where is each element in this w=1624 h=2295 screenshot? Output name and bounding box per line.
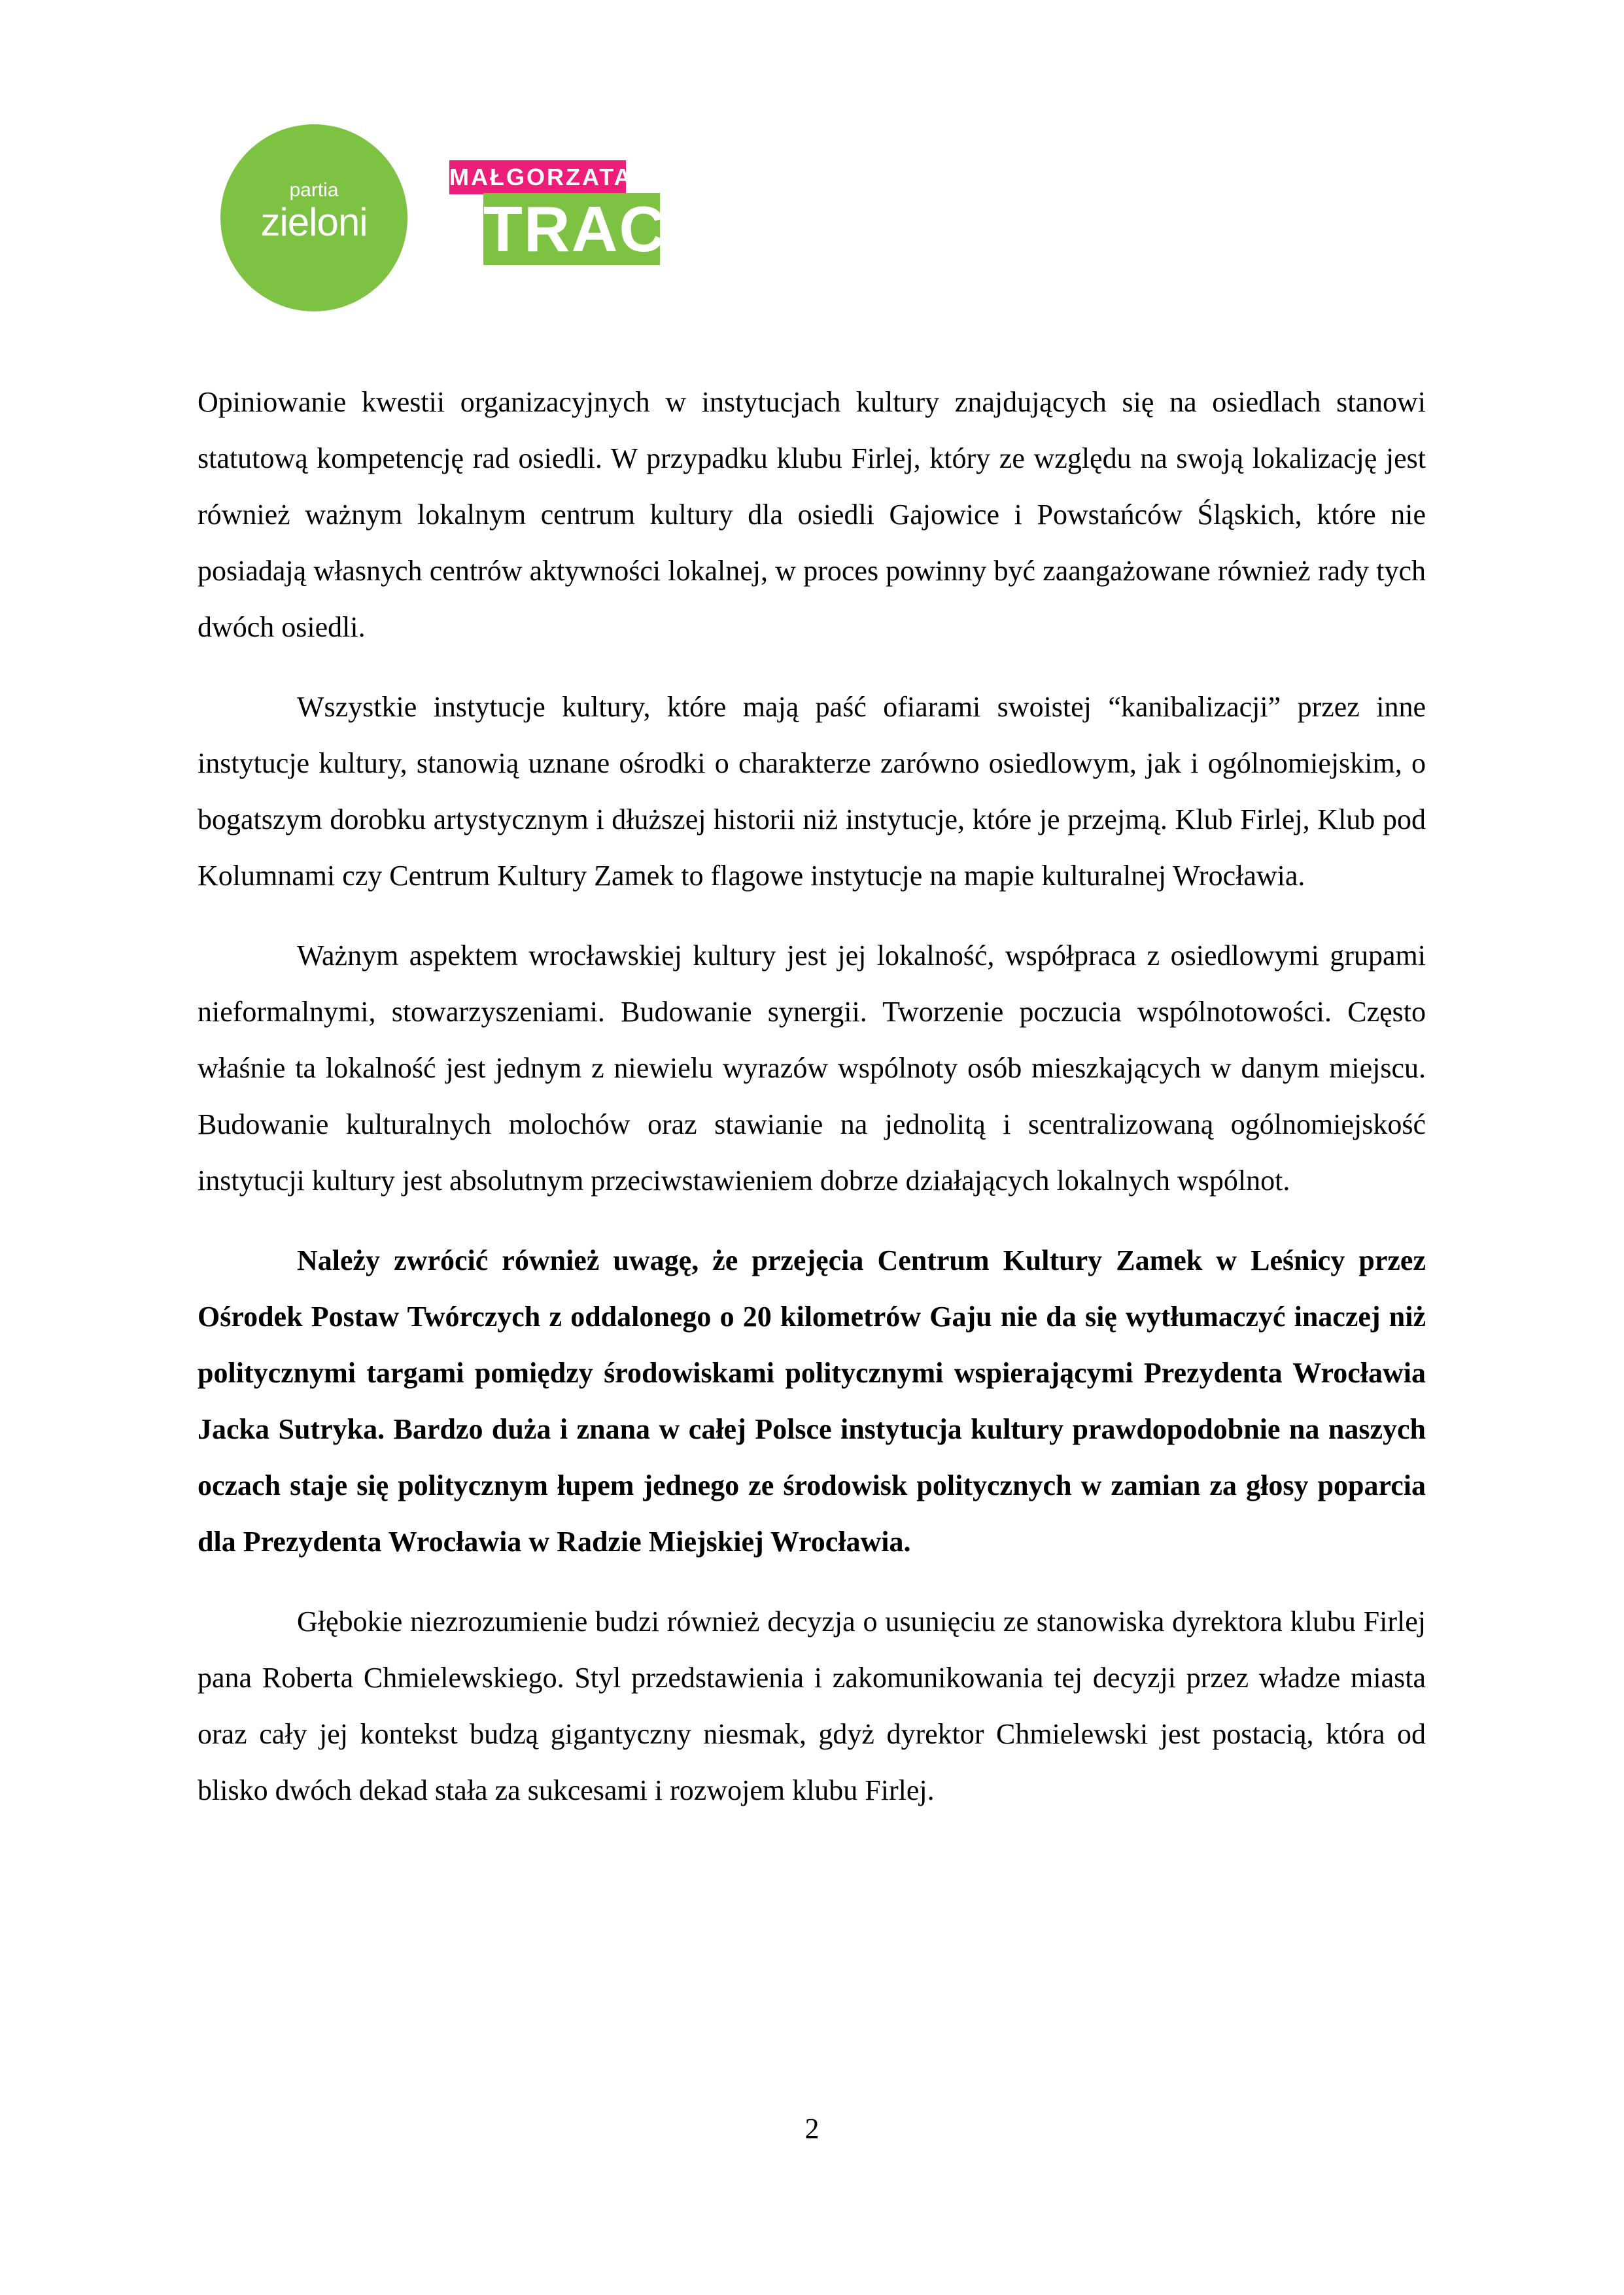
paragraph-4-bold: Należy zwrócić również uwagę, że przejęcia Centrum Kultury Zamek w Leśnicy przez Ośrodek Postaw Twórczych z oddalonego o 20 kilometrów Gaju nie da się wytłumaczyć inaczej niż politycznymi targami pomiędzy środowiskami politycznymi wspierającymi Prezydenta Wrocławia Jacka Sutryka. Bardzo duża i znana w całej Polsce instytucja kultury prawdopodobnie na naszych oczach staje się politycznym łupem jednego ze środowisk politycznych w zamian za głosy poparcia dla Prezydenta Wrocławia w Radzie Miejskiej Wrocławia.: [198, 1244, 1426, 1558]
logo-party-line2: zieloni: [260, 200, 368, 244]
paragraph-2: Wszystkie instytucje kultury, które mają paść ofiarami swoistej “kanibalizacji” przez inne instytucje kultury, stanowią uznane ośrodki o charakterze zarówno osiedlowym, jak i ogólnomiejskim, o bogatszym dorobku artystycznym i dłuższej historii niż instytucje, które je przejmą. Klub Firlej, Klub pod Kolumnami czy Centrum Kultury Zamek to flagowe instytucje na mapie kulturalnej Wrocławia.: [198, 691, 1426, 892]
page-number: 2: [804, 2112, 820, 2145]
logo-last-name: TRACZ: [483, 193, 708, 265]
letterhead: [220, 124, 809, 314]
logo-first-name: MAŁGORZATA: [449, 160, 626, 194]
malgorzata-tracz-logo: [449, 160, 708, 272]
logo-party-line1: partia: [289, 179, 339, 201]
paragraph-3: Ważnym aspektem wrocławskiej kultury jest jej lokalność, współpraca z osiedlowymi grupami nieformalnymi, stowarzyszeniami. Budowanie synergii. Tworzenie poczucia wspólnotowości. Często właśnie ta lokalność jest jednym z niewielu wyrazów wspólnoty osób mieszkających w danym miejscu. Budowanie kulturalnych molochów oraz stawianie na jednolitą i scentralizowaną ogólnomiejskość instytucji kultury jest absolutnym przeciwstawieniem dobrze działających lokalnych wspólnot.: [198, 939, 1426, 1197]
paragraph-1: Opiniowanie kwestii organizacyjnych w instytucjach kultury znajdujących się na osiedlach stanowi statutową kompetencję rad osiedli. W przypadku klubu Firlej, który ze względu na swoją lokalizację jest również ważnym lokalnym centrum kultury dla osiedli Gajowice i Powstańców Śląskich, które nie posiadają własnych centrów aktywności lokalnej, w proces powinny być zaangażowane również rady tych dwóch osiedli.: [198, 386, 1426, 643]
partia-zieloni-logo: [220, 124, 407, 311]
document-body: [198, 374, 1426, 1842]
paragraph-5: Głębokie niezrozumienie budzi również decyzja o usunięciu ze stanowiska dyrektora klubu Firlej pana Roberta Chmielewskiego. Styl przedstawienia i zakomunikowania tej decyzji przez władze miasta oraz cały jej kontekst budzą gigantyczny niesmak, gdyż dyrektor Chmielewski jest postacią, która od blisko dwóch dekad stała za sukcesami i rozwojem klubu Firlej.: [198, 1605, 1426, 1806]
